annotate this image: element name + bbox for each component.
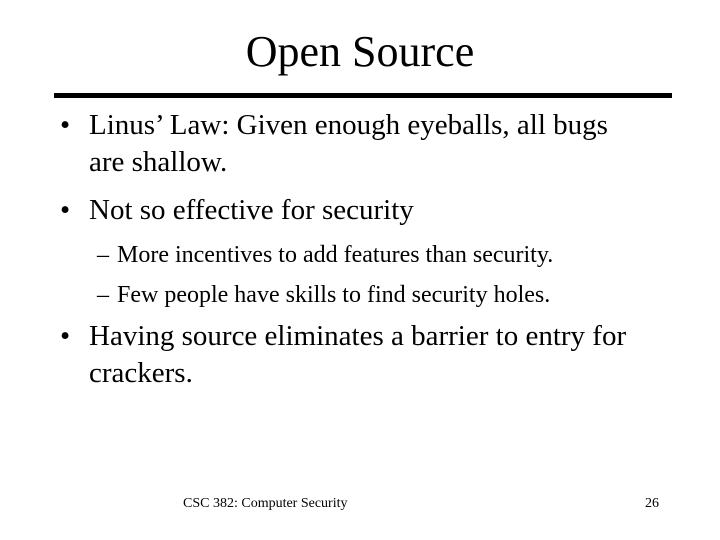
bullet-text: Having source eliminates a barrier to entry for crackers. <box>89 320 627 389</box>
bullet-marker: • <box>60 109 71 141</box>
bullet-item <box>60 318 660 392</box>
footer-course-label: CSC 382: Computer Security <box>183 496 348 511</box>
subbullet-marker: – <box>97 242 109 268</box>
title-divider <box>54 93 672 98</box>
bullet-marker: • <box>60 194 71 226</box>
bullet-text: Not so effective for security <box>89 194 414 226</box>
slide-page-number: 26 <box>645 496 659 511</box>
bullet-item <box>60 107 650 181</box>
subbullet-text: Few people have skills to find security holes. <box>117 282 551 308</box>
subbullet-marker: – <box>97 282 109 308</box>
subbullet-item <box>97 240 553 270</box>
subbullet-text: More incentives to add features than security. <box>117 242 554 268</box>
subbullet-item <box>97 280 550 310</box>
bullet-item <box>60 192 650 229</box>
bullet-marker: • <box>60 320 71 352</box>
bullet-text: Linus’ Law: Given enough eyeballs, all bugs are shallow. <box>89 109 608 178</box>
slide-title: Open Source <box>245 27 475 76</box>
